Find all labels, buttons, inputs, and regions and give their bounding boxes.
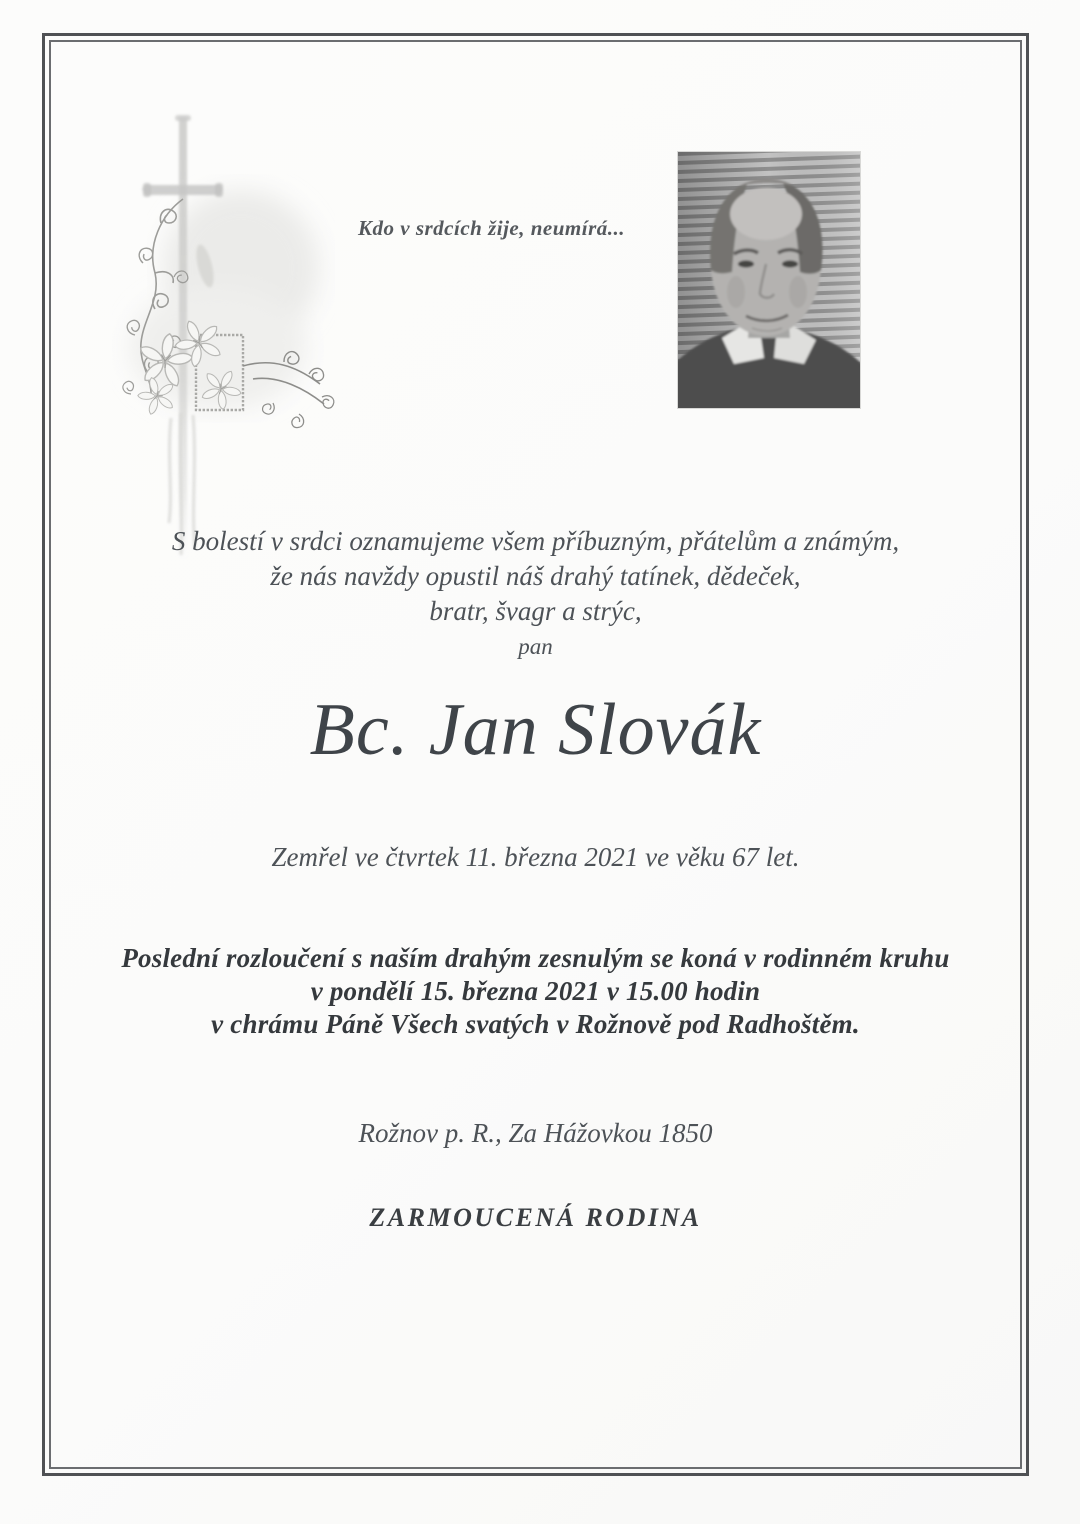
death-date-line: Zemřel ve čtvrtek 11. března 2021 ve věku 67 let. bbox=[271, 842, 800, 872]
announcement-text bbox=[42, 524, 1029, 629]
deceased-name: Bc. Jan Slovák bbox=[309, 689, 762, 771]
announcement-line: S bolestí v srdci oznamujeme všem příbuzným, přátelům a známým, bbox=[171, 526, 900, 556]
announcement-line: že nás navždy opustil náš drahý tatínek, dědeček, bbox=[270, 561, 801, 591]
farewell-line: v pondělí 15. března 2021 v 15.00 hodin bbox=[310, 976, 761, 1006]
cross-icon bbox=[103, 103, 338, 568]
farewell-line: Poslední rozloučení s naším drahým zesnulým se koná v rodinném kruhu bbox=[121, 943, 950, 973]
announcement-line: bratr, švagr a strýc, bbox=[429, 596, 642, 626]
honorific-text: pan bbox=[518, 634, 553, 659]
farewell-line: v chrámu Páně Všech svatých v Rožnově pod Radhoštěm. bbox=[211, 1009, 860, 1039]
farewell-info bbox=[42, 942, 1029, 1041]
motto-text: Kdo v srdcích žije, neumírá... bbox=[358, 216, 626, 240]
deceased-portrait-photo bbox=[678, 152, 860, 408]
address-line: Rožnov p. R., Za Hážovkou 1850 bbox=[358, 1118, 713, 1148]
family-signature: ZARMOUCENÁ RODINA bbox=[369, 1203, 702, 1232]
